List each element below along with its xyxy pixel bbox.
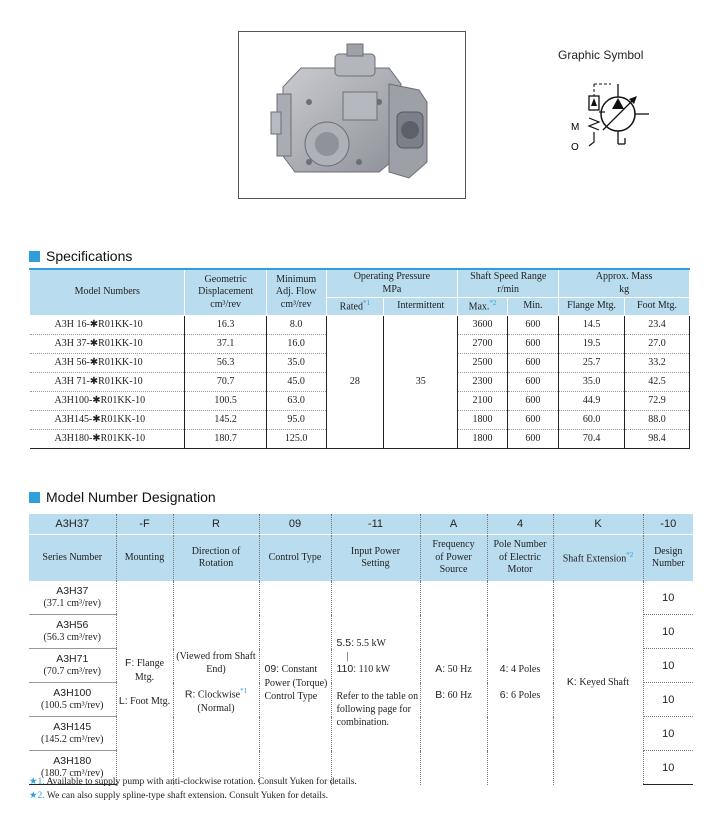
cell-min-flow: 45.0 [266,372,326,391]
footnote-2: ★2. We can also supply spline-type shaft extension. Consult Yuken for details. [29,791,329,801]
cell-foot-mass: 42.5 [625,372,690,391]
cell-max-speed: 2500 [458,353,507,372]
cell-model: A3H 37-✱R01KK-10 [30,334,185,353]
col-operating-pressure: Operating Pressure MPa [326,269,458,298]
cell-geo: 70.7 [185,372,266,391]
cell-flange-mass: 70.4 [559,429,625,448]
specifications-heading-text: Specifications [46,248,133,264]
cell-flange-mass: 44.9 [559,391,625,410]
cell-min-flow: 8.0 [266,315,326,334]
cell-model: A3H145-✱R01KK-10 [30,410,185,429]
series-code: A3H71 [56,653,89,665]
col-pole-number: Pole Number of Electric Motor [487,535,553,582]
cell-min-flow: 63.0 [266,391,326,410]
cell-series [29,581,116,615]
series-code: A3H37 [56,585,89,597]
cell-model: A3H100-✱R01KK-10 [30,391,185,410]
code-segment: 09 [259,514,331,535]
cell-control: 09: Constant Power (Torque) Control Type [259,581,331,785]
cell-power: 5.5: 5.5 kW | 110: 110 kW Refer to the table on following page for combination. [331,581,420,785]
cell-geo: 100.5 [185,391,266,410]
col-shaft-extension: Shaft Extension$^{*2}$ [553,535,643,582]
specifications-heading [29,248,132,264]
cell-min-speed: 600 [507,391,558,410]
col-model-numbers: Model Numbers [30,269,185,315]
code-segment: -10 [643,514,693,535]
cell-foot-mass: 27.0 [625,334,690,353]
footnote-1: ★1. Available to supply pump with anti-clockwise rotation. Consult Yuken for details. [29,777,357,787]
cell-flange-mass: 25.7 [559,353,625,372]
col-minimum-adj-flow: Minimum Adj. Flow cm³/rev [266,269,326,315]
code-segment: K [553,514,643,535]
col-rated: Rated$^{*1}$ [326,298,384,316]
series-displacement: (145.2 cm³/rev) [41,734,104,745]
cell-mounting: F: Flange Mtg. L: Foot Mtg. [116,581,173,785]
cell-model: A3H 16-✱R01KK-10 [30,315,185,334]
code-segment: -F [116,514,173,535]
designation-heading [29,489,216,505]
col-min-speed: Min. [507,298,558,316]
cell-design-number: 10 [643,581,693,615]
col-geometric-displacement: Geometric Displacement cm³/rev [185,269,266,315]
cell-foot-mass: 72.9 [625,391,690,410]
cell-min-speed: 600 [507,315,558,334]
designation-table [29,514,693,785]
cell-flange-mass: 19.5 [559,334,625,353]
cell-max-speed: 3600 [458,315,507,334]
cell-max-speed: 1800 [458,429,507,448]
pump-image [239,32,465,198]
cell-series [29,717,116,751]
series-code: A3H56 [56,619,89,631]
symbol-label-o: O [571,142,579,153]
col-intermittent: Intermittent [384,298,458,316]
col-flange-mtg: Flange Mtg. [559,298,625,316]
cell-intermittent: 35 [384,315,458,448]
cell-foot-mass: 23.4 [625,315,690,334]
col-series-number: Series Number [29,535,116,582]
series-code: A3H145 [53,721,92,733]
cell-model: A3H180-✱R01KK-10 [30,429,185,448]
col-approx-mass: Approx. Mass kg [559,269,690,298]
cell-geo: 56.3 [185,353,266,372]
cell-min-speed: 600 [507,353,558,372]
cell-min-flow: 125.0 [266,429,326,448]
cell-model: A3H 56-✱R01KK-10 [30,353,185,372]
cell-max-speed: 1800 [458,410,507,429]
specifications-table [29,268,690,449]
cell-design-number: 10 [643,615,693,649]
cell-frequency: A: 50 Hz B: 60 Hz [420,581,487,785]
cell-geo: 145.2 [185,410,266,429]
col-foot-mtg: Foot Mtg. [625,298,690,316]
cell-series [29,615,116,649]
code-segment: -11 [331,514,420,535]
designation-row [29,581,693,615]
cell-max-speed: 2300 [458,372,507,391]
col-input-power: Input Power Setting [331,535,420,582]
cell-series [29,683,116,717]
series-displacement: (70.7 cm³/rev) [43,666,101,677]
section-bullet-icon [29,251,40,262]
series-code: A3H100 [53,687,92,699]
section-bullet-icon [29,492,40,503]
cell-direction: (Viewed from Shaft End) R: Clockwise$^{*1}$ (Normal) [173,581,259,785]
code-segment: A3H37 [29,514,116,535]
col-design-number: Design Number [643,535,693,582]
cell-geo: 37.1 [185,334,266,353]
cell-min-speed: 600 [507,334,558,353]
code-segment: A [420,514,487,535]
cell-flange-mass: 35.0 [559,372,625,391]
col-mounting: Mounting [116,535,173,582]
cell-design-number: 10 [643,751,693,785]
cell-max-speed: 2700 [458,334,507,353]
cell-model: A3H 71-✱R01KK-10 [30,372,185,391]
cell-min-speed: 600 [507,429,558,448]
cell-flange-mass: 14.5 [559,315,625,334]
code-segment: R [173,514,259,535]
cell-foot-mass: 88.0 [625,410,690,429]
series-code: A3H180 [53,755,92,767]
cell-design-number: 10 [643,683,693,717]
col-direction: Direction of Rotation [173,535,259,582]
cell-min-flow: 35.0 [266,353,326,372]
cell-foot-mass: 33.2 [625,353,690,372]
cell-shaft: K: Keyed Shaft [553,581,643,785]
cell-design-number: 10 [643,717,693,751]
cell-max-speed: 2100 [458,391,507,410]
cell-flange-mass: 60.0 [559,410,625,429]
symbol-label-m: M [571,122,580,133]
code-segment: 4 [487,514,553,535]
series-displacement: (100.5 cm³/rev) [41,700,104,711]
graphic-symbol-diagram [563,78,653,158]
col-max-speed: Max.$^{*2}$ [458,298,507,316]
col-shaft-speed-range: Shaft Speed Range r/min [458,269,559,298]
cell-design-number: 10 [643,649,693,683]
series-displacement: (56.3 cm³/rev) [43,632,101,643]
cell-min-flow: 16.0 [266,334,326,353]
cell-series [29,649,116,683]
series-displacement: (37.1 cm³/rev) [43,598,101,609]
cell-min-flow: 95.0 [266,410,326,429]
cell-min-speed: 600 [507,410,558,429]
series-displacement: (180.7 cm³/rev) [41,768,104,779]
spec-row [30,315,690,334]
designation-heading-text: Model Number Designation [46,489,216,505]
pump-photo [238,31,466,199]
cell-pole: 4: 4 Poles 6: 6 Poles [487,581,553,785]
col-frequency: Frequency of Power Source [420,535,487,582]
cell-geo: 180.7 [185,429,266,448]
cell-foot-mass: 98.4 [625,429,690,448]
cell-geo: 16.3 [185,315,266,334]
graphic-symbol-title: Graphic Symbol [558,48,644,62]
cell-rated: 28 [326,315,384,448]
col-control-type: Control Type [259,535,331,582]
cell-min-speed: 600 [507,372,558,391]
